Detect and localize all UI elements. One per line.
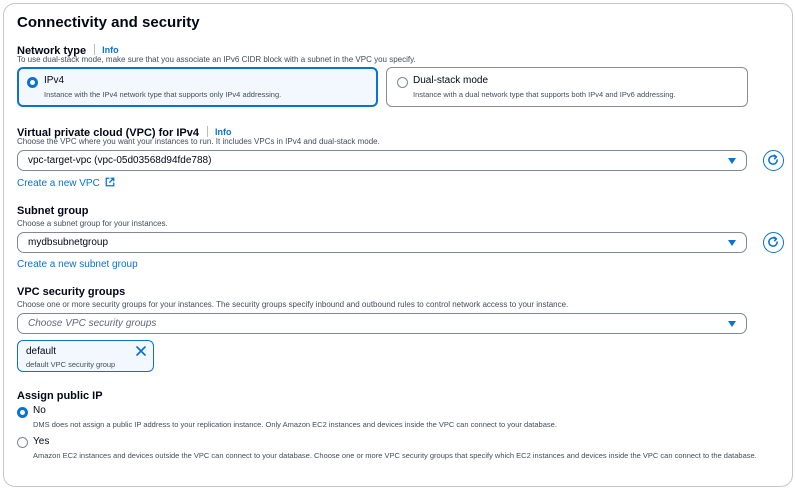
subnet-group-label: Subnet group [17, 205, 89, 217]
create-vpc-link-text: Create a new VPC [17, 178, 100, 189]
vpc-select[interactable] [17, 150, 747, 171]
token-description: default VPC security group [26, 360, 116, 369]
subnet-group-selected-value: mydbsubnetgroup [28, 237, 109, 248]
public-ip-no-radio[interactable] [17, 407, 28, 418]
external-link-icon [105, 177, 115, 187]
security-groups-multiselect[interactable] [17, 313, 747, 334]
subnet-group-refresh-button[interactable] [763, 232, 784, 253]
dual-stack-radio[interactable] [397, 77, 408, 88]
create-subnet-group-link[interactable]: Create a new subnet group [17, 259, 138, 270]
public-ip-yes-title: Yes [33, 436, 50, 447]
caret-down-icon [728, 240, 736, 246]
subnet-group-select[interactable] [17, 232, 747, 253]
vpc-label: Virtual private cloud (VPC) for IPv4 [17, 127, 199, 139]
network-type-info-link[interactable]: Info [102, 44, 119, 55]
section-title: Connectivity and security [17, 14, 200, 31]
token-name: default [26, 346, 57, 357]
info-divider [207, 126, 208, 137]
refresh-icon [767, 236, 779, 248]
public-ip-label: Assign public IP [17, 390, 103, 402]
vpc-description: Choose the VPC where you want your instances to run. It includes VPCs in IPv4 and dual-stack mode. [17, 137, 380, 146]
public-ip-no-description: DMS does not assign a public IP address to your replication instance. Only Amazon EC2 instances and devices inside the VPC can connect to your database. [33, 420, 557, 429]
security-groups-placeholder: Choose VPC security groups [28, 318, 157, 329]
vpc-selected-value: vpc-target-vpc (vpc-05d03568d94fde788) [28, 155, 212, 166]
network-type-label: Network type [17, 45, 87, 57]
public-ip-yes-radio[interactable] [17, 437, 28, 448]
info-divider [94, 44, 95, 55]
vpc-info-link[interactable]: Info [214, 126, 232, 137]
public-ip-yes-description: Amazon EC2 instances and devices outside the VPC can connect to your database. Choose one or more VPC security groups that specify which EC2 instances and devices inside the VPC can connect to the database. [33, 451, 757, 460]
subnet-group-description: Choose a subnet group for your instances. [17, 219, 168, 228]
security-groups-label: VPC security groups [17, 286, 126, 298]
security-group-token [17, 340, 154, 372]
create-vpc-link[interactable] [17, 177, 115, 189]
public-ip-no-title: No [33, 405, 46, 416]
ipv4-title: IPv4 [44, 75, 65, 86]
vpc-refresh-button[interactable] [763, 150, 784, 171]
close-icon[interactable] [135, 345, 147, 357]
ipv4-description: Instance with the IPv4 network type that supports only IPv4 addressing. [44, 90, 282, 99]
dual-stack-title: Dual-stack mode [413, 75, 489, 86]
security-groups-description: Choose one or more security groups for your instances. The security groups specify inbound and outbound rules to control network access to your instance. [17, 300, 569, 309]
caret-down-icon [728, 158, 736, 164]
network-type-option-ipv4[interactable] [17, 67, 378, 107]
network-type-description: To use dual-stack mode, make sure that you associate an IPv6 CIDR block with a subnet in the VPC you specify. [17, 55, 416, 64]
refresh-icon [767, 154, 779, 166]
network-type-option-dual-stack[interactable] [386, 67, 748, 107]
caret-down-icon [728, 321, 736, 327]
dual-stack-description: Instance with a dual network type that supports both IPv4 and IPv6 addressing. [413, 90, 676, 99]
ipv4-radio[interactable] [27, 77, 38, 88]
